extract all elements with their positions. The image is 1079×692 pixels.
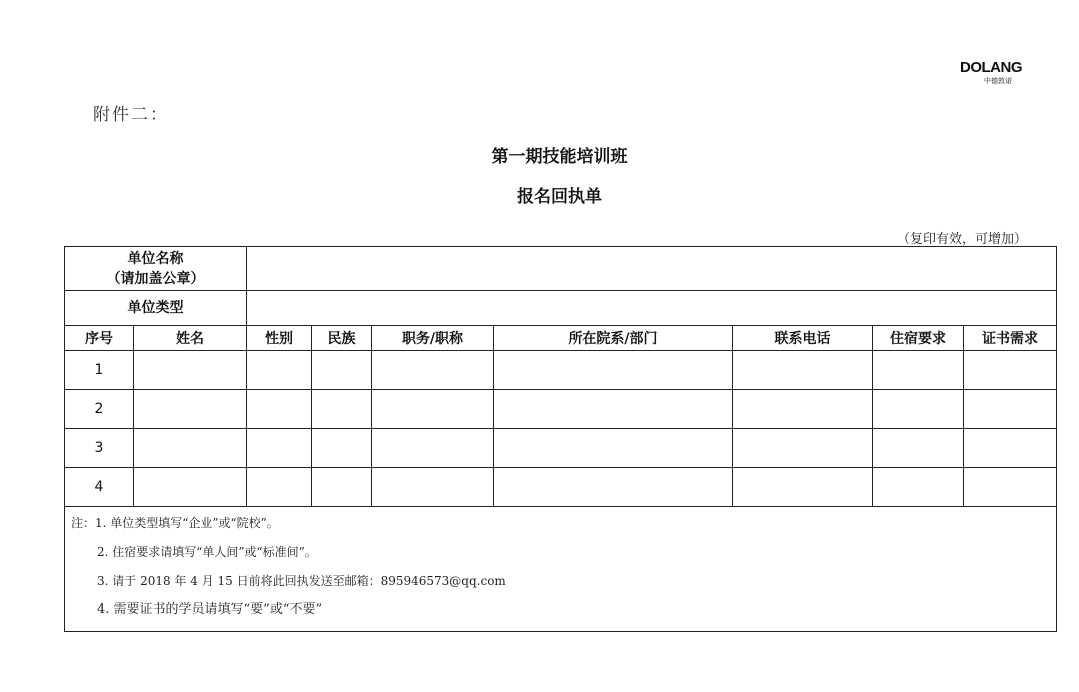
page-title: 第一期技能培训班: [491, 147, 628, 167]
gender-cell[interactable]: [247, 429, 312, 468]
notes-list: [65, 507, 1056, 631]
unit-name-row: [65, 247, 1057, 291]
table-row: [65, 390, 1057, 429]
column-header-row: [65, 326, 1057, 351]
copy-note: （复印有效，可增加）: [896, 232, 1027, 247]
phone-cell[interactable]: [733, 429, 873, 468]
department-cell[interactable]: [494, 429, 733, 468]
position-cell[interactable]: [372, 390, 494, 429]
certificate-cell[interactable]: [964, 351, 1057, 390]
note-item: 3. 请于 2018 年 4 月 15 日前将此回执发送至邮箱：895946573@qq.com: [97, 574, 506, 588]
notes-cell: [65, 507, 1057, 632]
registration-form-table: [64, 246, 1057, 632]
table-row: [65, 468, 1057, 507]
page-subtitle: 报名回执单: [517, 187, 602, 207]
unit-type-label: 单位类型: [65, 291, 247, 326]
gender-cell[interactable]: [247, 468, 312, 507]
unit-name-seal-note: （请加盖公章）: [106, 270, 205, 287]
row-number: 1: [65, 351, 134, 390]
column-header: 联系电话: [733, 326, 873, 351]
accommodation-cell[interactable]: [873, 351, 964, 390]
logo: [960, 60, 1024, 88]
phone-cell[interactable]: [733, 468, 873, 507]
note-item: 4. 需要证书的学员请填写“要”或“不要”: [97, 602, 323, 617]
column-header: 职务/职称: [372, 326, 494, 351]
column-header: 所在院系/部门: [494, 326, 733, 351]
row-number: 2: [65, 390, 134, 429]
accommodation-cell[interactable]: [873, 429, 964, 468]
unit-name-label: 单位名称: [127, 250, 184, 267]
note-item: 注：1. 单位类型填写“企业”或“院校”。: [71, 516, 279, 530]
certificate-cell[interactable]: [964, 468, 1057, 507]
ethnicity-cell[interactable]: [312, 390, 372, 429]
department-cell[interactable]: [494, 351, 733, 390]
certificate-cell[interactable]: [964, 390, 1057, 429]
note-item: 2. 住宿要求请填写“单人间”或“标准间”。: [97, 545, 317, 559]
name-cell[interactable]: [134, 390, 247, 429]
name-cell[interactable]: [134, 351, 247, 390]
logo-subtext: 中德敦诺: [984, 77, 1012, 85]
ethnicity-cell[interactable]: [312, 351, 372, 390]
column-header: 姓名: [134, 326, 247, 351]
column-header: 序号: [65, 326, 134, 351]
unit-name-label-cell: [65, 247, 247, 291]
accommodation-cell[interactable]: [873, 390, 964, 429]
unit-name-field[interactable]: [247, 247, 1057, 291]
column-header: 证书需求: [964, 326, 1057, 351]
row-number: 3: [65, 429, 134, 468]
column-header: 民族: [312, 326, 372, 351]
phone-cell[interactable]: [733, 390, 873, 429]
department-cell[interactable]: [494, 468, 733, 507]
ethnicity-cell[interactable]: [312, 468, 372, 507]
attachment-label: 附件二：: [93, 105, 169, 125]
ethnicity-cell[interactable]: [312, 429, 372, 468]
table-row: [65, 351, 1057, 390]
gender-cell[interactable]: [247, 390, 312, 429]
gender-cell[interactable]: [247, 351, 312, 390]
row-number: 4: [65, 468, 134, 507]
name-cell[interactable]: [134, 429, 247, 468]
unit-type-field[interactable]: [247, 291, 1057, 326]
phone-cell[interactable]: [733, 351, 873, 390]
unit-type-row: [65, 291, 1057, 326]
department-cell[interactable]: [494, 390, 733, 429]
position-cell[interactable]: [372, 351, 494, 390]
table-row: [65, 429, 1057, 468]
logo-word: DOLANG: [960, 59, 1022, 76]
notes-row: [65, 507, 1057, 632]
column-header: 性别: [247, 326, 312, 351]
accommodation-cell[interactable]: [873, 468, 964, 507]
name-cell[interactable]: [134, 468, 247, 507]
position-cell[interactable]: [372, 468, 494, 507]
position-cell[interactable]: [372, 429, 494, 468]
certificate-cell[interactable]: [964, 429, 1057, 468]
column-header: 住宿要求: [873, 326, 964, 351]
